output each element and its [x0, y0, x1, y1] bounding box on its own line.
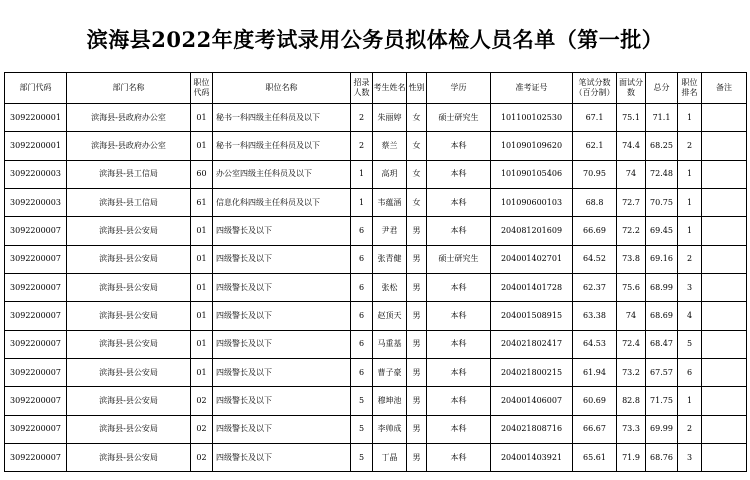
- candidate-name-cell: 李帅成: [373, 415, 407, 443]
- note-cell: [702, 160, 747, 188]
- quota-cell: 5: [351, 387, 373, 415]
- interview-score-cell: 71.9: [617, 444, 646, 472]
- note-cell: [702, 189, 747, 217]
- interview-score-cell: 74: [617, 160, 646, 188]
- note-cell: [702, 330, 747, 358]
- position-name-cell: 四级警长及以下: [213, 302, 351, 330]
- education-cell: 本科: [427, 444, 491, 472]
- education-cell: 本科: [427, 302, 491, 330]
- column-header: 考生姓名: [373, 73, 407, 104]
- candidate-name-cell: 曹子豪: [373, 359, 407, 387]
- rank-cell: 2: [678, 132, 702, 160]
- quota-cell: 5: [351, 444, 373, 472]
- rank-cell: 2: [678, 415, 702, 443]
- rank-cell: 1: [678, 189, 702, 217]
- table-row: [5, 104, 747, 132]
- written-score-cell: 67.1: [573, 104, 617, 132]
- note-cell: [702, 274, 747, 302]
- dept-name-cell: 滨海县-县公安局: [67, 274, 191, 302]
- interview-score-cell: 74.4: [617, 132, 646, 160]
- position-code-cell: 01: [191, 245, 213, 273]
- dept-code-cell: 3092200007: [5, 245, 67, 273]
- position-code-cell: 01: [191, 359, 213, 387]
- quota-cell: 6: [351, 359, 373, 387]
- interview-score-cell: 73.3: [617, 415, 646, 443]
- exam-number-cell: 204001401728: [491, 274, 573, 302]
- quota-cell: 2: [351, 132, 373, 160]
- position-code-cell: 60: [191, 160, 213, 188]
- column-header: 职位代码: [191, 73, 213, 104]
- table-row: [5, 160, 747, 188]
- candidates-table: [4, 72, 747, 472]
- exam-number-cell: 204081201609: [491, 217, 573, 245]
- total-score-cell: 70.75: [646, 189, 678, 217]
- table-row: [5, 444, 747, 472]
- candidate-name-cell: 马重基: [373, 330, 407, 358]
- dept-name-cell: 滨海县-县政府办公室: [67, 132, 191, 160]
- exam-number-cell: 204021808716: [491, 415, 573, 443]
- column-header: 准考证号: [491, 73, 573, 104]
- note-cell: [702, 302, 747, 330]
- table-row: [5, 359, 747, 387]
- gender-cell: 女: [407, 132, 427, 160]
- position-name-cell: 四级警长及以下: [213, 245, 351, 273]
- gender-cell: 男: [407, 330, 427, 358]
- rank-cell: 4: [678, 302, 702, 330]
- education-cell: 本科: [427, 132, 491, 160]
- note-cell: [702, 245, 747, 273]
- gender-cell: 男: [407, 415, 427, 443]
- quota-cell: 5: [351, 415, 373, 443]
- note-cell: [702, 217, 747, 245]
- page-title: 滨海县2022年度考试录用公务员拟体检人员名单（第一批）: [86, 27, 664, 52]
- position-name-cell: 秘书一科四级主任科员及以下: [213, 104, 351, 132]
- position-code-cell: 61: [191, 189, 213, 217]
- dept-code-cell: 3092200001: [5, 104, 67, 132]
- quota-cell: 6: [351, 330, 373, 358]
- interview-score-cell: 72.7: [617, 189, 646, 217]
- candidate-name-cell: 张松: [373, 274, 407, 302]
- dept-name-cell: 滨海县-县公安局: [67, 217, 191, 245]
- candidate-name-cell: 赵顶天: [373, 302, 407, 330]
- candidate-name-cell: 高玥: [373, 160, 407, 188]
- table-row: [5, 330, 747, 358]
- education-cell: 本科: [427, 217, 491, 245]
- position-code-cell: 01: [191, 330, 213, 358]
- education-cell: 本科: [427, 160, 491, 188]
- quota-cell: 1: [351, 189, 373, 217]
- exam-number-cell: 204001406007: [491, 387, 573, 415]
- note-cell: [702, 387, 747, 415]
- dept-code-cell: 3092200007: [5, 274, 67, 302]
- total-score-cell: 69.99: [646, 415, 678, 443]
- exam-number-cell: 204021802417: [491, 330, 573, 358]
- education-cell: 本科: [427, 415, 491, 443]
- quota-cell: 6: [351, 302, 373, 330]
- exam-number-cell: 101090600103: [491, 189, 573, 217]
- candidate-name-cell: 蔡兰: [373, 132, 407, 160]
- rank-cell: 6: [678, 359, 702, 387]
- exam-number-cell: 101090109620: [491, 132, 573, 160]
- interview-score-cell: 75.6: [617, 274, 646, 302]
- position-name-cell: 四级警长及以下: [213, 274, 351, 302]
- position-name-cell: 信息化科四级主任科员及以下: [213, 189, 351, 217]
- quota-cell: 6: [351, 217, 373, 245]
- education-cell: 本科: [427, 189, 491, 217]
- table-row: [5, 189, 747, 217]
- gender-cell: 男: [407, 444, 427, 472]
- written-score-cell: 62.37: [573, 274, 617, 302]
- column-header: 职位排名: [678, 73, 702, 104]
- rank-cell: 1: [678, 160, 702, 188]
- written-score-cell: 60.69: [573, 387, 617, 415]
- total-score-cell: 68.25: [646, 132, 678, 160]
- position-code-cell: 01: [191, 302, 213, 330]
- rank-cell: 1: [678, 387, 702, 415]
- total-score-cell: 69.16: [646, 245, 678, 273]
- gender-cell: 男: [407, 245, 427, 273]
- education-cell: 本科: [427, 387, 491, 415]
- exam-number-cell: 101100102530: [491, 104, 573, 132]
- table-row: [5, 415, 747, 443]
- note-cell: [702, 444, 747, 472]
- note-cell: [702, 104, 747, 132]
- note-cell: [702, 132, 747, 160]
- rank-cell: 5: [678, 330, 702, 358]
- table-row: [5, 387, 747, 415]
- total-score-cell: 68.99: [646, 274, 678, 302]
- exam-number-cell: 204001508915: [491, 302, 573, 330]
- table-row: [5, 217, 747, 245]
- gender-cell: 男: [407, 302, 427, 330]
- written-score-cell: 66.69: [573, 217, 617, 245]
- gender-cell: 女: [407, 104, 427, 132]
- position-code-cell: 01: [191, 217, 213, 245]
- exam-number-cell: 204001402701: [491, 245, 573, 273]
- written-score-cell: 64.53: [573, 330, 617, 358]
- position-name-cell: 四级警长及以下: [213, 330, 351, 358]
- total-score-cell: 68.69: [646, 302, 678, 330]
- total-score-cell: 67.57: [646, 359, 678, 387]
- written-score-cell: 62.1: [573, 132, 617, 160]
- dept-name-cell: 滨海县-县公安局: [67, 302, 191, 330]
- interview-score-cell: 75.1: [617, 104, 646, 132]
- education-cell: 硕士研究生: [427, 104, 491, 132]
- interview-score-cell: 73.2: [617, 359, 646, 387]
- dept-code-cell: 3092200007: [5, 387, 67, 415]
- gender-cell: 女: [407, 189, 427, 217]
- dept-name-cell: 滨海县-县公安局: [67, 415, 191, 443]
- education-cell: 硕士研究生: [427, 245, 491, 273]
- dept-code-cell: 3092200007: [5, 302, 67, 330]
- interview-score-cell: 72.4: [617, 330, 646, 358]
- dept-name-cell: 滨海县-县公安局: [67, 245, 191, 273]
- interview-score-cell: 74: [617, 302, 646, 330]
- written-score-cell: 63.38: [573, 302, 617, 330]
- candidate-name-cell: 穆坤池: [373, 387, 407, 415]
- gender-cell: 男: [407, 359, 427, 387]
- written-score-cell: 66.67: [573, 415, 617, 443]
- position-name-cell: 四级警长及以下: [213, 415, 351, 443]
- education-cell: 本科: [427, 274, 491, 302]
- rank-cell: 1: [678, 217, 702, 245]
- candidate-name-cell: 尹君: [373, 217, 407, 245]
- quota-cell: 6: [351, 245, 373, 273]
- quota-cell: 6: [351, 274, 373, 302]
- position-name-cell: 四级警长及以下: [213, 359, 351, 387]
- dept-name-cell: 滨海县-县公安局: [67, 359, 191, 387]
- interview-score-cell: 73.8: [617, 245, 646, 273]
- quota-cell: 2: [351, 104, 373, 132]
- dept-name-cell: 滨海县-县工信局: [67, 189, 191, 217]
- dept-name-cell: 滨海县-县公安局: [67, 330, 191, 358]
- dept-code-cell: 3092200007: [5, 415, 67, 443]
- gender-cell: 女: [407, 160, 427, 188]
- position-name-cell: 秘书一科四级主任科员及以下: [213, 132, 351, 160]
- table-header-row: [5, 73, 747, 104]
- position-name-cell: 办公室四级主任科员及以下: [213, 160, 351, 188]
- gender-cell: 男: [407, 387, 427, 415]
- column-header: 笔试分数（百分制）: [573, 73, 617, 104]
- candidate-name-cell: 张青健: [373, 245, 407, 273]
- column-header: 备注: [702, 73, 747, 104]
- education-cell: 本科: [427, 359, 491, 387]
- exam-number-cell: 204001403921: [491, 444, 573, 472]
- gender-cell: 男: [407, 217, 427, 245]
- written-score-cell: 68.8: [573, 189, 617, 217]
- dept-name-cell: 滨海县-县公安局: [67, 444, 191, 472]
- position-name-cell: 四级警长及以下: [213, 217, 351, 245]
- candidate-name-cell: 朱丽婷: [373, 104, 407, 132]
- dept-name-cell: 滨海县-县政府办公室: [67, 104, 191, 132]
- position-name-cell: 四级警长及以下: [213, 387, 351, 415]
- exam-number-cell: 204021800215: [491, 359, 573, 387]
- column-header: 职位名称: [213, 73, 351, 104]
- column-header: 部门代码: [5, 73, 67, 104]
- total-score-cell: 71.75: [646, 387, 678, 415]
- dept-name-cell: 滨海县-县公安局: [67, 387, 191, 415]
- position-code-cell: 02: [191, 444, 213, 472]
- table-body: [5, 104, 747, 472]
- dept-code-cell: 3092200007: [5, 217, 67, 245]
- interview-score-cell: 82.8: [617, 387, 646, 415]
- total-score-cell: 72.48: [646, 160, 678, 188]
- note-cell: [702, 415, 747, 443]
- dept-code-cell: 3092200007: [5, 359, 67, 387]
- column-header: 面试分数: [617, 73, 646, 104]
- written-score-cell: 65.61: [573, 444, 617, 472]
- dept-code-cell: 3092200003: [5, 160, 67, 188]
- total-score-cell: 69.45: [646, 217, 678, 245]
- rank-cell: 3: [678, 274, 702, 302]
- interview-score-cell: 72.2: [617, 217, 646, 245]
- dept-code-cell: 3092200001: [5, 132, 67, 160]
- candidate-name-cell: 韦蕴涵: [373, 189, 407, 217]
- note-cell: [702, 359, 747, 387]
- column-header: 部门名称: [67, 73, 191, 104]
- position-code-cell: 01: [191, 132, 213, 160]
- gender-cell: 男: [407, 274, 427, 302]
- candidate-name-cell: 丁晶: [373, 444, 407, 472]
- education-cell: 本科: [427, 330, 491, 358]
- table-row: [5, 132, 747, 160]
- exam-number-cell: 101090105406: [491, 160, 573, 188]
- table-row: [5, 302, 747, 330]
- rank-cell: 2: [678, 245, 702, 273]
- dept-name-cell: 滨海县-县工信局: [67, 160, 191, 188]
- dept-code-cell: 3092200007: [5, 444, 67, 472]
- position-name-cell: 四级警长及以下: [213, 444, 351, 472]
- column-header: 性别: [407, 73, 427, 104]
- column-header: 总分: [646, 73, 678, 104]
- written-score-cell: 70.95: [573, 160, 617, 188]
- column-header: 招录人数: [351, 73, 373, 104]
- written-score-cell: 61.94: [573, 359, 617, 387]
- table-row: [5, 274, 747, 302]
- rank-cell: 1: [678, 104, 702, 132]
- position-code-cell: 02: [191, 415, 213, 443]
- table-row: [5, 245, 747, 273]
- position-code-cell: 02: [191, 387, 213, 415]
- written-score-cell: 64.52: [573, 245, 617, 273]
- quota-cell: 1: [351, 160, 373, 188]
- column-header: 学历: [427, 73, 491, 104]
- total-score-cell: 68.47: [646, 330, 678, 358]
- dept-code-cell: 3092200007: [5, 330, 67, 358]
- total-score-cell: 68.76: [646, 444, 678, 472]
- position-code-cell: 01: [191, 274, 213, 302]
- dept-code-cell: 3092200003: [5, 189, 67, 217]
- total-score-cell: 71.1: [646, 104, 678, 132]
- rank-cell: 3: [678, 444, 702, 472]
- position-code-cell: 01: [191, 104, 213, 132]
